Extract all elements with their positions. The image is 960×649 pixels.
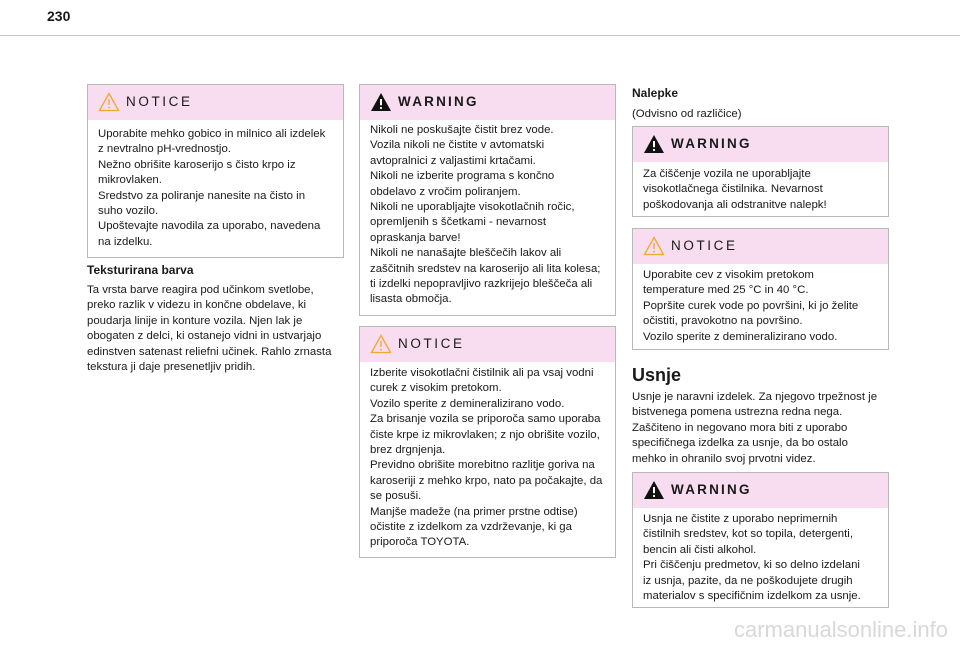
- text-line: čistilnih sredstev, kot so topila, detergenti,: [643, 528, 853, 541]
- text-line: bencin ali čisti alkohol.: [643, 543, 757, 556]
- text-line: iz usnja, pazite, da ne poškodujete drugih: [643, 574, 853, 587]
- text-line: materialov s specifičnim izdelkom za usnje.: [643, 590, 861, 603]
- text-line: opremljenih s ščetkami - nevarnost: [370, 216, 546, 229]
- text-line: Uporabite mehko gobico in milnico ali izdelek: [98, 128, 326, 140]
- text-line: Vozilo sperite z demineraliziranо vodo.: [370, 397, 565, 410]
- text-line: na izdelku.: [98, 235, 153, 248]
- text-line: Pri čiščenju predmetov, ki so delno izdelani: [643, 559, 860, 572]
- notice-box-paint-care: [87, 84, 344, 258]
- warning-box-stickers: [632, 126, 889, 217]
- text-line: edinstven satenast reliefni učinek. Rahlo zrnasta: [87, 345, 332, 358]
- leather-paragraph: [632, 390, 894, 467]
- text-line: Sredstvo za poliranje nanesite na čisto in: [98, 189, 306, 202]
- text-line: Previdno obrišite morebitno razlitje goriva na: [370, 459, 595, 472]
- text-line: Popršite curek vode po površini, ki jo želite: [643, 299, 859, 312]
- text-line: zaščitnih sredstev na karoserijo ali lita kolesa;: [370, 262, 601, 275]
- warning-body: [360, 120, 615, 308]
- warning-box-leather: [632, 472, 889, 608]
- notice-box-stickers: [632, 228, 889, 350]
- watermark: carmanualsonline.info: [733, 617, 948, 642]
- notice-box-washing: [359, 326, 616, 558]
- section-heading-stickers: Nalepke: [632, 86, 679, 100]
- warning-triangle-icon: [370, 92, 392, 112]
- text-line: specifičnega izdelka za usnje, da bo ostalo: [632, 437, 848, 450]
- warning-box-washing: [359, 84, 616, 316]
- text-line: čiste krpe iz mikrovlaken; z njo obrišite vozilo,: [370, 428, 600, 441]
- text-line: bistvenega pomena ustrezna redna nega.: [632, 406, 843, 419]
- section-title-leather: Usnje: [632, 365, 682, 385]
- text-line: poudarja linije in konture vozila. Njen lak je: [87, 314, 303, 327]
- text-line: Usnje je naravni izdelek. Za njegovo trpežnost je: [632, 391, 878, 403]
- text-line: Izberite visokotlačni čistilnik ali pa vsaj vodni: [370, 367, 594, 379]
- warning-title: WARNING: [671, 136, 752, 151]
- text-line: visokotlačnega čistilnika. Nevarnost: [643, 183, 823, 196]
- section-heading-textured-paint: Teksturirana barva: [87, 263, 194, 277]
- warning-title: WARNING: [671, 482, 752, 497]
- notice-header: [633, 229, 888, 264]
- page-number: 230: [47, 8, 71, 24]
- text-line: Nikoli ne izberite programa s končno: [370, 170, 555, 183]
- text-line: Vozilo sperite z demineraliziranо vodo.: [643, 330, 838, 343]
- caution-triangle-icon: [370, 334, 392, 354]
- notice-title: NOTICE: [126, 94, 193, 109]
- text-line: mehko in ohranilo svoj prvotni videz.: [632, 452, 816, 465]
- warning-header: [360, 85, 615, 120]
- textured-paint-paragraph: [87, 283, 349, 375]
- text-line: se posuši.: [370, 490, 422, 503]
- notice-header: [360, 327, 615, 362]
- text-line: suho vozilo.: [98, 205, 159, 218]
- notice-body: [88, 120, 343, 250]
- text-line: lisasta območja.: [370, 293, 452, 306]
- text-line: Manjše madeže (na primer prstne odtise): [370, 505, 578, 518]
- notice-title: NOTICE: [398, 336, 465, 351]
- text-line: avtopralnici z valjastimi krtačami.: [370, 154, 536, 167]
- text-line: karoseriji z mehko krpo, nato pa počakajte, da: [370, 474, 603, 487]
- text-line: poškodovanja ali odstranitve nalepk!: [643, 198, 827, 211]
- text-line: z nevtralno pH-vrednostjo.: [98, 143, 231, 156]
- text-line: Upoštevajte navodila za uporabo, navedena: [98, 220, 321, 233]
- warning-body: [633, 162, 888, 213]
- text-line: brez drgnjenja.: [370, 444, 446, 457]
- text-line: Zaščiteno in negovano mora biti z uporabo: [632, 421, 848, 434]
- text-line: očistiti, pravokotno na površino.: [643, 315, 803, 328]
- warning-header: [633, 473, 888, 508]
- caution-triangle-icon: [643, 236, 665, 256]
- text-line: Nikoli ne nanašajte bleščečih lakov ali: [370, 247, 562, 260]
- text-line: priporoča TOYOTA.: [370, 536, 470, 549]
- text-line: Nikoli ne uporabljajte visokotlačnih ročic,: [370, 201, 575, 214]
- warning-triangle-icon: [643, 480, 665, 500]
- text-line: Vozila nikoli ne čistite v avtomatski: [370, 139, 545, 152]
- text-line: Usnja ne čistite z uporabo neprimernih: [643, 513, 838, 525]
- text-line: opraskanja barve!: [370, 231, 461, 244]
- notice-header: [88, 85, 343, 120]
- text-line: tekstura ji daje presenetljiv pridih.: [87, 361, 256, 374]
- top-divider: [0, 35, 960, 36]
- text-line: temperature med 25 °C in 40 °C.: [643, 284, 809, 297]
- text-line: ti izdelki nepopravljivo razkrijejo bleščeča ali: [370, 278, 593, 291]
- text-line: Za brisanje vozila se priporoča samo uporaba: [370, 413, 601, 426]
- notice-title: NOTICE: [671, 238, 738, 253]
- text-line: Uporabite cev z visokim pretokom: [643, 269, 814, 281]
- warning-body: [633, 508, 888, 604]
- text-line: mikrovlaken.: [98, 174, 162, 187]
- text-line: Nežno obrišite karoserijo s čisto krpo iz: [98, 158, 296, 171]
- text-line: očistite z izdelkom za vzdrževanje, ki ga: [370, 521, 572, 534]
- warning-header: [633, 127, 888, 162]
- warning-title: WARNING: [398, 94, 479, 109]
- text-line: obogaten z delci, ki ostanejo vidni in ustvarjajo: [87, 330, 322, 343]
- text-line: Ta vrsta barve reagira pod učinkom svetlobe,: [87, 284, 314, 296]
- caution-triangle-icon: [98, 92, 120, 112]
- text-line: preko razlik v videzu in končne obdelave, ki: [87, 299, 307, 312]
- notice-body: [633, 264, 888, 345]
- notice-body: [360, 362, 615, 551]
- warning-triangle-icon: [643, 134, 665, 154]
- stickers-subtext: (Odvisno od različice): [632, 108, 742, 120]
- text-line: curek z visokim pretokom.: [370, 382, 502, 395]
- text-line: Za čiščenje vozila ne uporabljajte: [643, 168, 811, 180]
- text-line: Nikoli ne poskušajte čistit brez vode.: [370, 124, 554, 136]
- text-line: obdelavo z vročim poliranjem.: [370, 185, 521, 198]
